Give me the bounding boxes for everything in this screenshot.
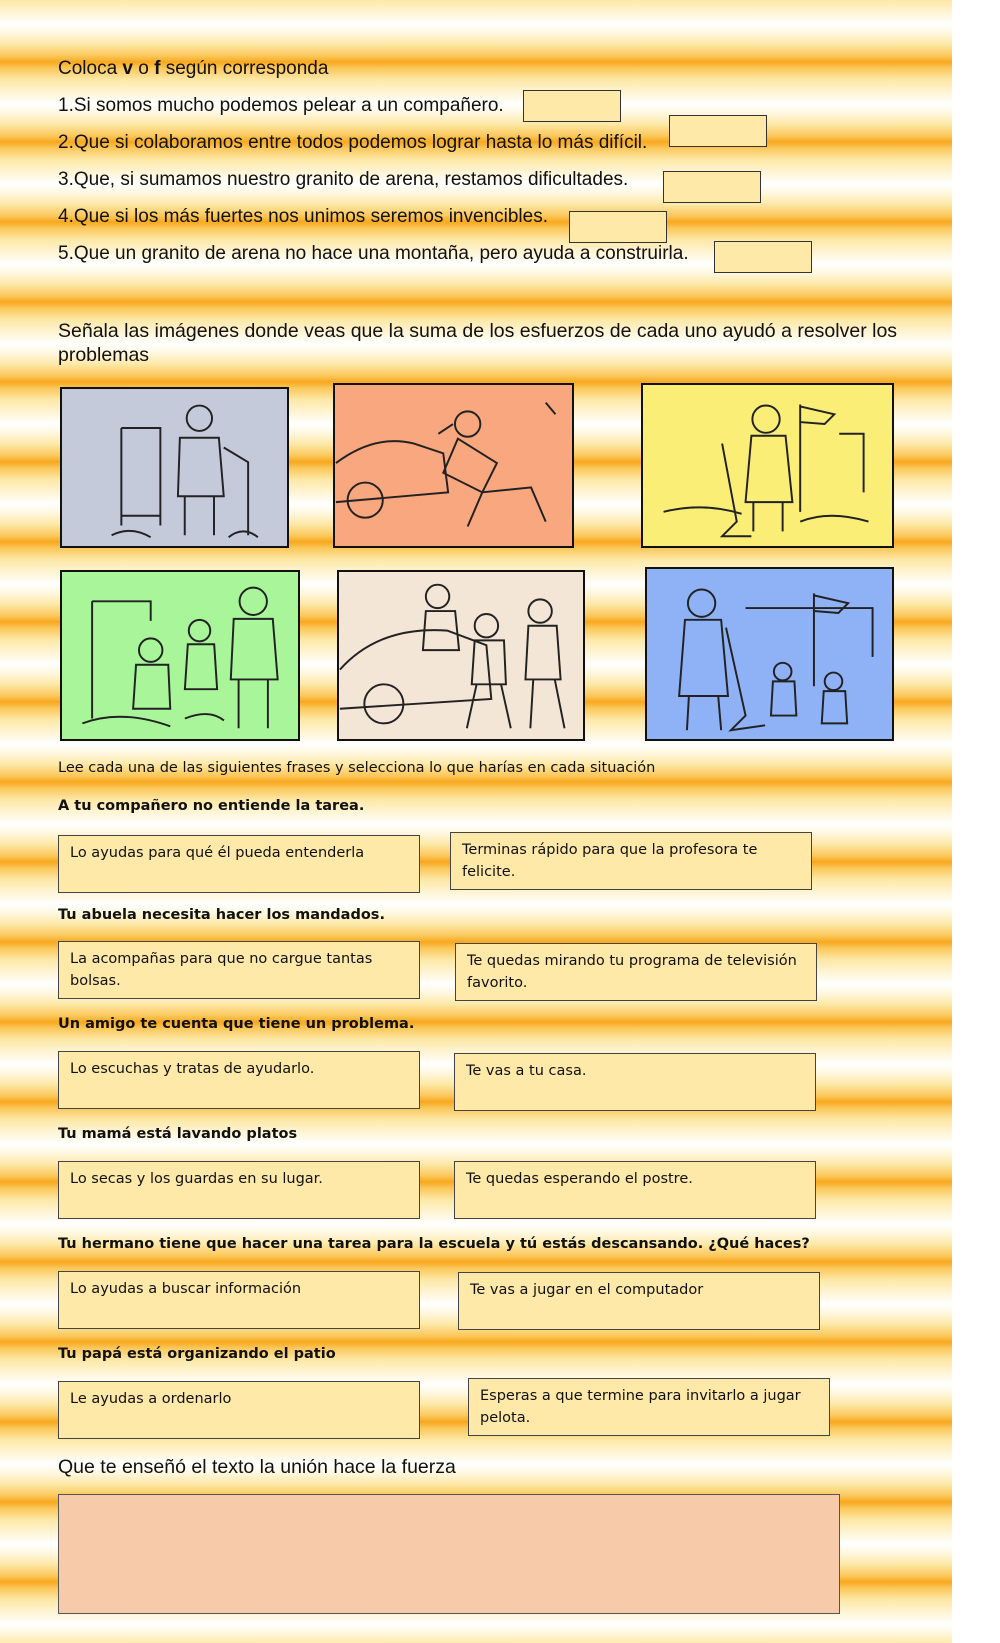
answer-box-5[interactable] xyxy=(714,241,812,273)
situation-prompt-1: A tu compañero no entiende la tarea. xyxy=(58,798,365,814)
people-pushing-car-drawing xyxy=(339,572,583,739)
reflection-question: Que te enseñó el texto la unión hace la fuerza xyxy=(58,1456,456,1478)
statement-2: 2.Que si colaboramos entre todos podemos lograr hasta lo más difícil. xyxy=(58,132,648,153)
vf-instruction xyxy=(58,58,328,80)
page-margin xyxy=(952,0,1000,1643)
situation-prompt-5: Tu hermano tiene que hacer una tarea para la escuela y tú estás descansando. ¿Qué haces? xyxy=(58,1236,810,1252)
option-b-4[interactable]: Te quedas esperando el postre. xyxy=(454,1161,816,1219)
option-a-6[interactable]: Le ayudas a ordenarlo xyxy=(58,1381,420,1439)
v-letter: v xyxy=(122,58,133,79)
answer-box-1[interactable] xyxy=(523,90,621,122)
answer-box-2[interactable] xyxy=(669,115,767,147)
situation-prompt-3: Un amigo te cuenta que tiene un problema. xyxy=(58,1016,415,1032)
statement-3: 3.Que, si sumamos nuestro granito de arena, restamos dificultades. xyxy=(58,169,629,190)
answer-box-3[interactable] xyxy=(663,171,761,203)
instruction-text: o xyxy=(133,58,155,79)
statement-4: 4.Que si los más fuertes nos unimos seremos invencibles. xyxy=(58,206,548,227)
option-a-3[interactable]: Lo escuchas y tratas de ayudarlo. xyxy=(58,1051,420,1109)
answer-box-4[interactable] xyxy=(569,211,667,243)
family-cleaning-drawing xyxy=(62,572,298,739)
option-b-6[interactable]: Esperas a que termine para invitarlo a jugar pelota. xyxy=(468,1378,830,1436)
picture-man-pushing-car[interactable] xyxy=(333,383,574,548)
picture-family-cleaning[interactable] xyxy=(60,570,300,741)
situation-prompt-2: Tu abuela necesita hacer los mandados. xyxy=(58,907,385,923)
option-b-5[interactable]: Te vas a jugar en el computador xyxy=(458,1272,820,1330)
picture-child-sweeping[interactable] xyxy=(641,383,894,548)
situations-instruction: Lee cada una de las siguientes frases y selecciona lo que harías en cada situación xyxy=(58,760,656,776)
picture-woman-with-broom[interactable] xyxy=(60,387,289,548)
picture-adult-and-children-sweeping[interactable] xyxy=(645,567,894,741)
situation-prompt-6: Tu papá está organizando el patio xyxy=(58,1346,336,1362)
option-b-1[interactable]: Terminas rápido para que la profesora te felicite. xyxy=(450,832,812,890)
statement-5: 5.Que un granito de arena no hace una montaña, pero ayuda a construirla. xyxy=(58,243,689,264)
option-a-2[interactable]: La acompañas para que no cargue tantas bolsas. xyxy=(58,941,420,999)
option-b-2[interactable]: Te quedas mirando tu programa de televisión favorito. xyxy=(455,943,817,1001)
pictures-instruction: Señala las imágenes donde veas que la suma de los esfuerzos de cada uno ayudó a resolver los problemas xyxy=(58,320,898,366)
statement-1: 1.Si somos mucho podemos pelear a un compañero. xyxy=(58,95,504,116)
instruction-text: según corresponda xyxy=(160,58,329,79)
f-letter: f xyxy=(154,58,161,79)
option-a-5[interactable]: Lo ayudas a buscar información xyxy=(58,1271,420,1329)
instruction-text: Coloca xyxy=(58,58,123,79)
option-b-3[interactable]: Te vas a tu casa. xyxy=(454,1053,816,1111)
man-pushing-car-drawing xyxy=(335,385,572,546)
picture-people-pushing-car[interactable] xyxy=(337,570,585,741)
child-sweeping-drawing xyxy=(643,385,892,546)
adult-and-children-sweeping-drawing xyxy=(647,569,892,739)
option-a-1[interactable]: Lo ayudas para qué él pueda entenderla xyxy=(58,835,420,893)
reflection-answer-field[interactable] xyxy=(58,1494,840,1614)
situation-prompt-4: Tu mamá está lavando platos xyxy=(58,1126,298,1142)
option-a-4[interactable]: Lo secas y los guardas en su lugar. xyxy=(58,1161,420,1219)
woman-with-broom-drawing xyxy=(62,389,287,546)
